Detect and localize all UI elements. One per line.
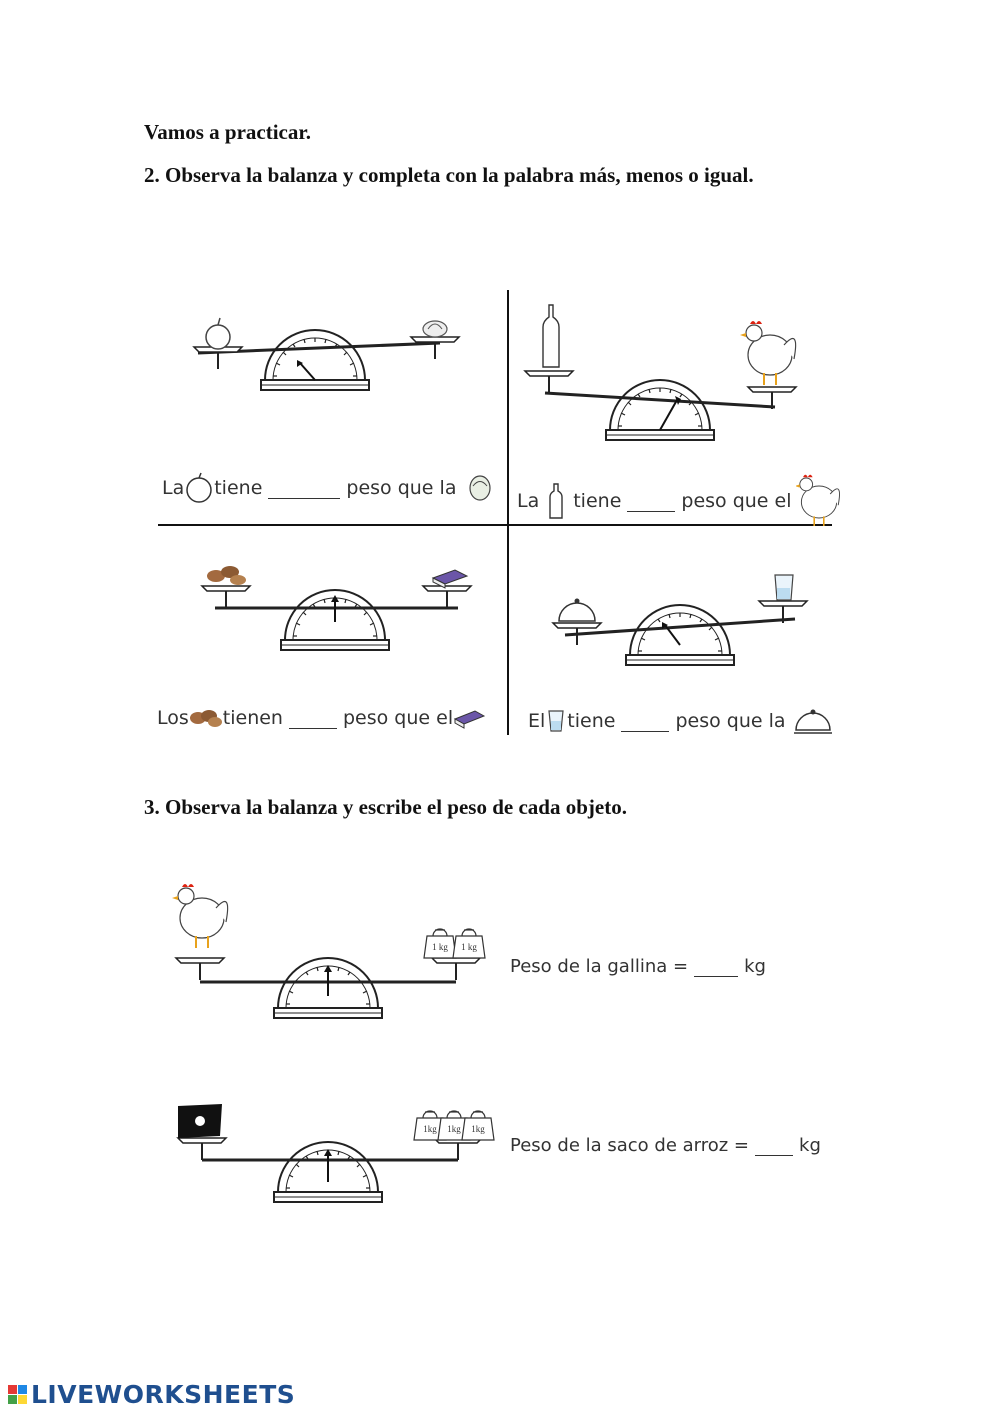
nuts-icon: [207, 566, 246, 585]
weight-label: 1 kg: [461, 942, 477, 952]
answer-input-3[interactable]: [289, 708, 337, 729]
scale-row-2: [160, 1090, 500, 1210]
answer-input-4[interactable]: [621, 711, 669, 732]
prefix: La: [162, 477, 185, 499]
weight-label: 1kg: [447, 1124, 461, 1134]
bell-icon: [559, 599, 595, 622]
answer-input-6[interactable]: [755, 1135, 793, 1156]
weight-label: 1 kg: [432, 942, 448, 952]
weight-label: 1kg: [471, 1124, 485, 1134]
scale-panel-1: [180, 305, 480, 395]
row-1-unit: kg: [744, 956, 766, 977]
scale-panel-3: [190, 560, 490, 650]
row-2-text: [510, 1135, 821, 1156]
sentence-panel-2: [517, 472, 842, 530]
intro-heading: Vamos a practicar.: [144, 120, 312, 144]
row-1-text: [510, 956, 766, 977]
scale-row-1: [160, 878, 500, 1028]
scale-panel-2: [515, 305, 815, 435]
sentence-panel-3: [157, 706, 485, 730]
cabbage-icon: [423, 321, 447, 337]
sentence-panel-4: [528, 706, 834, 736]
sentence-panel-1: [162, 472, 494, 504]
bottle-icon: [543, 305, 559, 367]
answer-input-5[interactable]: [694, 956, 738, 977]
row-2-unit: kg: [799, 1135, 821, 1156]
logo-badge-icon: [8, 1385, 27, 1404]
verb: tiene: [214, 477, 263, 499]
rice-sack-icon: [178, 1104, 222, 1138]
cabbage-icon: [466, 473, 494, 503]
answer-input-1[interactable]: [268, 478, 340, 499]
apple-icon: [206, 318, 230, 349]
chicken-icon: [172, 884, 228, 948]
chicken-icon: [796, 472, 842, 530]
prefix: La: [517, 490, 540, 512]
prefix: El: [528, 710, 546, 732]
scale-panel-4: [545, 575, 825, 665]
chicken-icon: [740, 321, 796, 385]
compare: peso que el: [681, 490, 792, 512]
row-2-label: Peso de la saco de arroz =: [510, 1135, 750, 1156]
apple-icon: [184, 472, 214, 504]
book-icon: [453, 707, 485, 729]
liveworksheets-logo: [8, 1380, 295, 1409]
glass-icon: [547, 709, 565, 733]
compare: peso que el: [342, 707, 454, 729]
compare: peso que la: [675, 710, 786, 732]
verb: tiene: [567, 710, 616, 732]
compare: peso que la: [346, 477, 457, 499]
nuts-icon: [189, 706, 223, 730]
bottle-icon: [545, 483, 567, 519]
verb: tienen: [222, 707, 283, 729]
brand-text: LIVEWORKSHEETS: [31, 1380, 296, 1409]
row-1-label: Peso de la gallina =: [510, 956, 689, 977]
verb: tiene: [573, 490, 622, 512]
prefix: Los: [157, 707, 189, 729]
exercise-2-title: 2. Observa la balanza y completa con la palabra más, menos o igual.: [144, 163, 754, 187]
weight-label: 1kg: [423, 1124, 437, 1134]
glass-icon: [775, 575, 793, 600]
bell-icon: [792, 706, 834, 736]
exercise-3-title: 3. Observa la balanza y escribe el peso de cada objeto.: [144, 795, 627, 819]
answer-input-2[interactable]: [627, 491, 675, 512]
